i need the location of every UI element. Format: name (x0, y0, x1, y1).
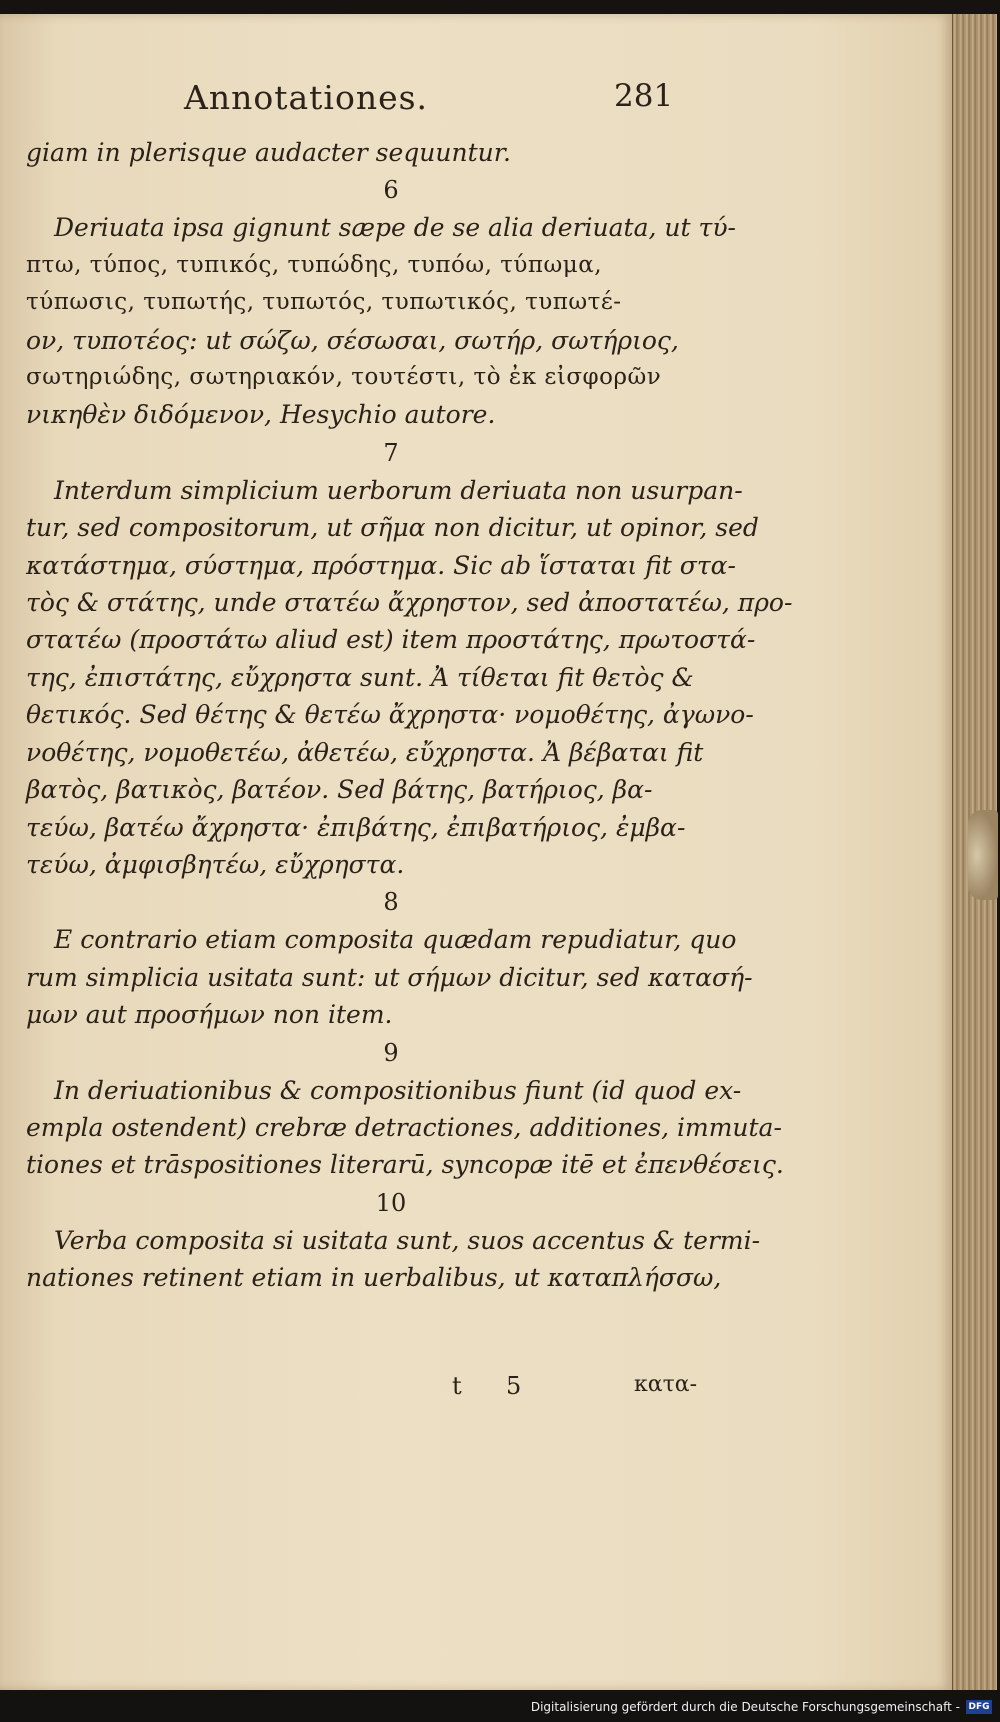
text-line: ον, τυποτέος: ut σώζω, σέσωσαι, σωτήρ, σωτήριος, (26, 325, 679, 355)
book-clasp (968, 810, 998, 900)
text-line: Deriuata ipsa gignunt sæpe de se alia deriuata, ut τύ- (54, 213, 736, 243)
text-line: νικηθὲν διδόμενον, Hesychio autore. (26, 400, 496, 430)
running-head: Annotationes. (184, 78, 429, 117)
text-line: της, ἐπιστάτης, εὔχρηστα sunt. Ἀ τίθεται fit θετὸς & (26, 662, 694, 692)
page-body-text (26, 134, 793, 1297)
text-line: giam in plerisque audacter sequuntur. (26, 138, 511, 167)
text-line: πτω, τύπος, τυπικός, τυπώδης, τυπόω, τύπωμα, (26, 251, 603, 278)
text-line: In deriuationibus & compositionibus fiunt (id quod ex- (54, 1075, 742, 1105)
section-number: 7 (383, 438, 399, 467)
text-line: νοθέτης, νομοθετέω, ἀθετέω, εὔχρηστα. Ἀ βέβαται fit (26, 737, 704, 767)
text-line: nationes retinent etiam in uerbalibus, ut καταπλήσσω, (26, 1263, 722, 1293)
section-number: 10 (375, 1188, 407, 1217)
text-line: empla ostendent) crebræ detractiones, additiones, immuta- (26, 1112, 782, 1142)
digitization-credit: Digitalisierung gefördert durch die Deutsche Forschungsgemeinschaft - (530, 1700, 960, 1714)
text-line: σωτηριώδης, σωτηριακόν, τουτέστι, τὸ ἐκ εἰσφορῶν (26, 364, 662, 391)
section-number: 6 (383, 176, 399, 205)
text-line: tiones et trāspositiones literarū, syncopæ itē et ἐπενθέσεις. (26, 1150, 784, 1180)
signature-mark-letter: t (452, 1372, 462, 1400)
page-number: 281 (614, 78, 674, 114)
catchword: κατα- (634, 1372, 698, 1397)
text-line: Interdum simplicium uerborum deriuata non usurpan- (54, 475, 743, 505)
text-line: θετικός. Sed θέτης & θετέω ἄχρηστα· νομοθέτης, ἀγωνο- (26, 700, 754, 730)
dfg-logo: DFG (966, 1700, 992, 1714)
signature-mark-number: 5 (506, 1372, 522, 1400)
text-line: E contrario etiam composita quædam repudiatur, quo (54, 925, 737, 955)
section-number: 9 (383, 1038, 399, 1067)
text-line: τύπωσις, τυπωτής, τυπωτός, τυπωτικός, τυπωτέ- (26, 289, 622, 316)
text-line: rum simplicia usitata sunt: ut σήμων dicitur, sed κατασή- (26, 962, 753, 992)
text-line: τεύω, βατέω ἄχρηστα· ἐπιβάτης, ἐπιβατήριος, ἐμβα- (26, 812, 686, 842)
text-line: Verba composita si usitata sunt, suos accentus & termi- (54, 1225, 761, 1255)
text-line: στατέω (προστάτω aliud est) item προστάτης, πρωτοστά- (26, 625, 756, 655)
text-line: τὸς & στάτης, unde στατέω ἄχρηστον, sed ἀποστατέω, προ- (26, 588, 793, 618)
section-number: 8 (383, 888, 399, 917)
text-line: τεύω, ἀμφισβητέω, εὔχρηστα. (26, 849, 405, 879)
text-line: κατάστημα, σύστημα, πρόστημα. Sic ab ἵσταται fit στα- (26, 550, 736, 580)
text-line: βατὸς, βατικὸς, βατέον. Sed βάτης, βατήριος, βα- (26, 775, 653, 805)
text-line: μων aut προσήμων non item. (26, 1000, 393, 1030)
text-line: tur, sed compositorum, ut σῆμα non dicitur, ut opinor, sed (26, 513, 759, 543)
